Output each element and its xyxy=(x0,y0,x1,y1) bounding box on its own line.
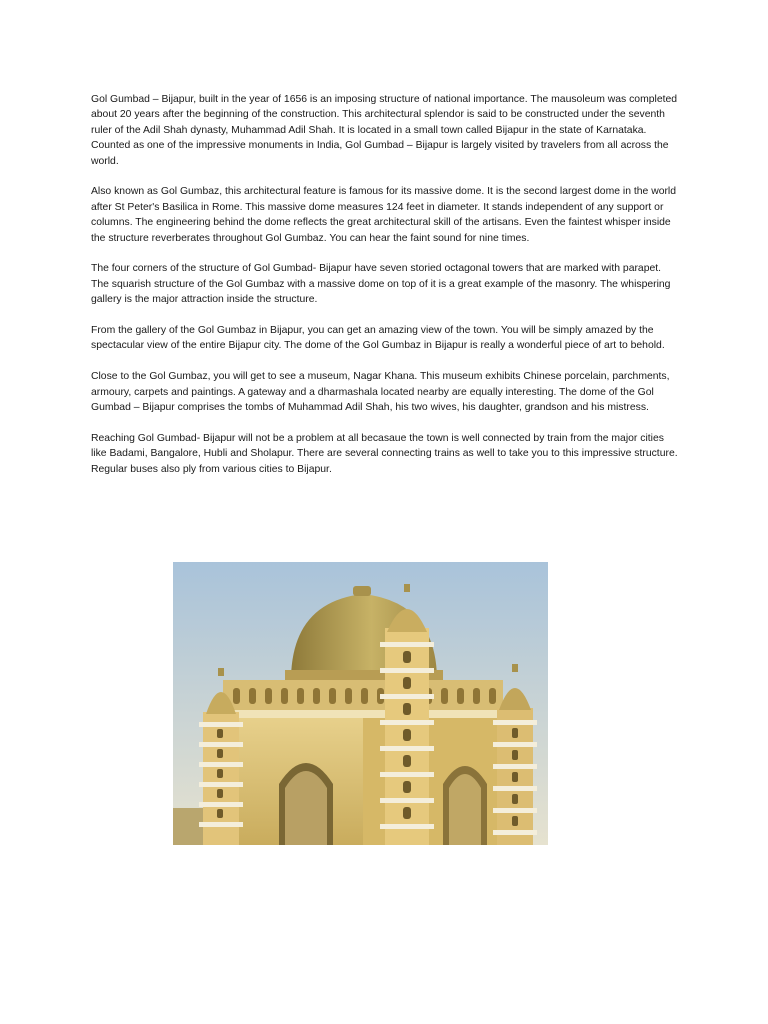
paragraph-towers: The four corners of the structure of Gol Gumbad- Bijapur have seven storied octagonal towers that are marked with parapet. The squarish structure of the Gol Gumbaz with a massive dome on top of it is a great example of the masonry. The whispering gallery is the major attraction inside the structure. xyxy=(91,263,671,306)
gol-gumbaz-photo xyxy=(173,562,548,845)
article-body xyxy=(91,92,681,492)
paragraph-gallery: From the gallery of the Gol Gumbaz in Bijapur, you can get an amazing view of the town. You will be simply amazed by the spectacular view of the entire Bijapur city. The dome of the Gol Gumbaz in Bijapur is really a wonderful piece of art to behold. xyxy=(91,325,665,352)
paragraph-dome: Also known as Gol Gumbaz, this architectural feature is famous for its massive dome. It is the second largest dome in the world after St Peter's Basilica in Rome. This massive dome measures 124 feet in diameter. It stands independent of any support or columns. The engineering behind the dome reflects the great architectural skill of the artisans. Even the faintest whisper inside the structure reverberates throughout Gol Gumbaz. You can hear the faint sound for nine times. xyxy=(91,186,677,244)
paragraph-reaching: Reaching Gol Gumbad- Bijapur will not be a problem at all becasaue the town is well connected by train from the major cities like Badami, Bangalore, Hubli and Sholapur. There are several connecting trains as well to take you to this impressive structure. Regular buses also ply from various cities to Bijapur. xyxy=(91,432,678,475)
paragraph-museum: Close to the Gol Gumbaz, you will get to see a museum, Nagar Khana. This museum exhibits Chinese porcelain, parchments, armoury, carpets and paintings. A gateway and a dharmashala located nearby are equally interesting. The dome of the Gol Gumbad – Bijapur comprises the tombs of Muhammad Adil Shah, his two wives, his daughter, grandson and his mistress. xyxy=(91,371,670,414)
paragraph-history: Gol Gumbad – Bijapur, built in the year of 1656 is an imposing structure of national importance. The mausoleum was completed about 20 years after the beginning of the construction. This architectural splendor is said to be constructed under the seventh ruler of the Adil Shah dynasty, Muhammad Adil Shah. It is located in a small town called Bijapur in the state of Karnataka. Counted as one of the impressive monuments in India, Gol Gumbad – Bijapur is largely visited by travelers from all across the world. xyxy=(91,94,678,167)
